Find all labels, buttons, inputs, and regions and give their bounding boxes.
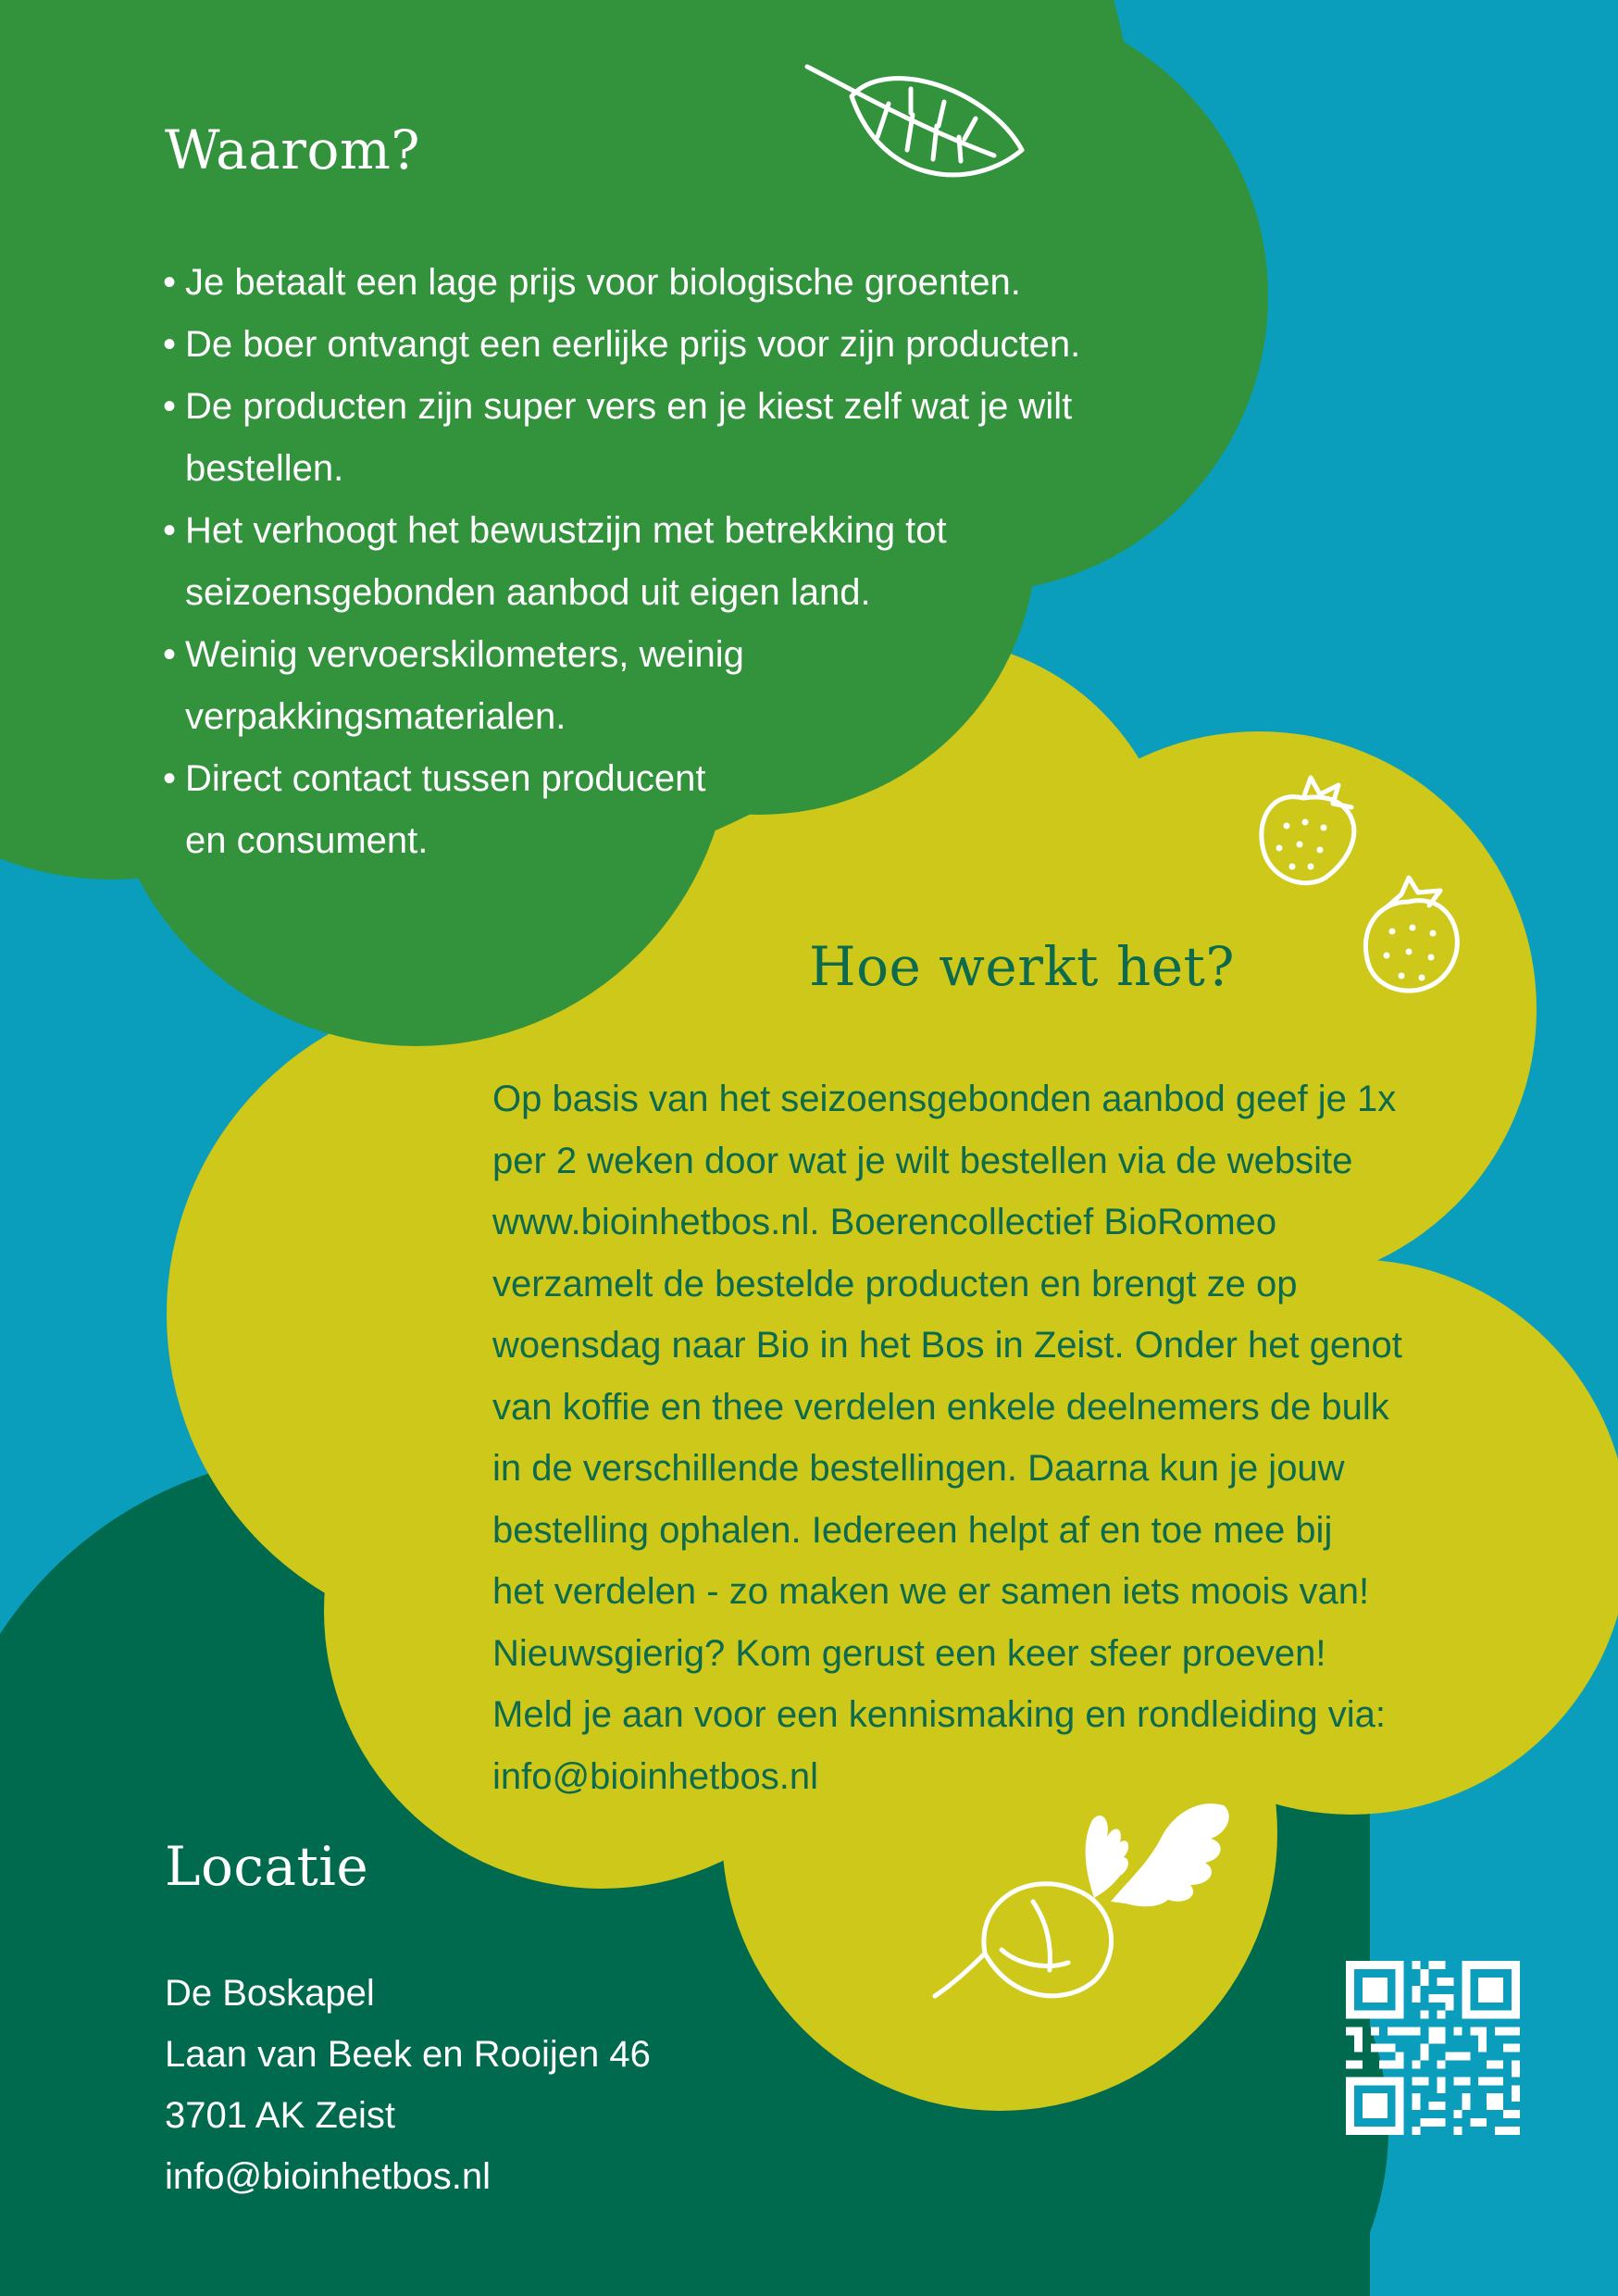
hoe-werkt-het-paragraph bbox=[492, 1068, 1529, 1807]
list-item: • De producten zijn super vers en je kiest zelf wat je wilt bestellen. bbox=[163, 376, 1237, 500]
strawberry-icon bbox=[1255, 770, 1364, 892]
list-item: • De boer ontvangt een eerlijke prijs voor zijn producten. bbox=[163, 314, 1237, 376]
street-address: Laan van Beek en Rooijen 46 bbox=[165, 2034, 651, 2075]
address-block bbox=[165, 1963, 651, 2207]
paragraph-line: www.bioinhetbos.nl. Boerencollectief BioRomeo bbox=[492, 1202, 1277, 1242]
venue-name: De Boskapel bbox=[165, 1973, 375, 2014]
strawberry-icon bbox=[1355, 874, 1464, 1004]
list-item: • Je betaalt een lage prijs voor biologische groenten. bbox=[163, 252, 1237, 314]
qr-code[interactable] bbox=[1346, 1961, 1520, 2135]
paragraph-line: Meld je aan voor een kennismaking en rondleiding via: bbox=[492, 1694, 1387, 1735]
postal-city: 3701 AK Zeist bbox=[165, 2095, 396, 2136]
paragraph-line: Op basis van het seizoensgebonden aanbod geef je 1x bbox=[492, 1079, 1397, 1119]
paragraph-line: bestelling ophalen. Iedereen helpt af en toe mee bij bbox=[492, 1509, 1333, 1551]
hoe-werkt-het-heading: Hoe werkt het? bbox=[809, 935, 1235, 998]
email-link[interactable]: info@bioinhetbos.nl bbox=[165, 2156, 491, 2197]
paragraph-line: het verdelen - zo maken we er samen iets moois van! bbox=[492, 1571, 1370, 1612]
paragraph-line: in de verschillende bestellingen. Daarna kun je jouw bbox=[492, 1448, 1345, 1489]
paragraph-line: van koffie en thee verdelen enkele deelnemers de bulk bbox=[492, 1386, 1389, 1428]
locatie-heading: Locatie bbox=[165, 1835, 369, 1898]
leaf-icon bbox=[803, 61, 1027, 194]
list-item: • Direct contact tussen producent en consument. bbox=[163, 748, 1237, 872]
list-item: • Het verhoogt het bewustzijn met betrekking tot seizoensgebonden aanbod uit eigen land. bbox=[163, 500, 1237, 624]
waarom-list bbox=[163, 252, 1237, 872]
waarom-heading: Waarom? bbox=[165, 119, 420, 181]
contact-email-link[interactable]: info@bioinhetbos.nl bbox=[492, 1755, 818, 1797]
beetroot-icon bbox=[929, 1787, 1244, 2015]
paragraph-line: per 2 weken door wat je wilt bestellen via de website bbox=[492, 1140, 1353, 1181]
paragraph-line: woensdag naar Bio in het Bos in Zeist. Onder het genot bbox=[492, 1325, 1402, 1366]
paragraph-line: verzamelt de bestelde producten en brengt ze op bbox=[492, 1263, 1298, 1304]
paragraph-line: Nieuwsgierig? Kom gerust een keer sfeer proeven! bbox=[492, 1632, 1326, 1674]
list-item: • Weinig vervoerskilometers, weinig verpakkingsmaterialen. bbox=[163, 624, 1237, 748]
